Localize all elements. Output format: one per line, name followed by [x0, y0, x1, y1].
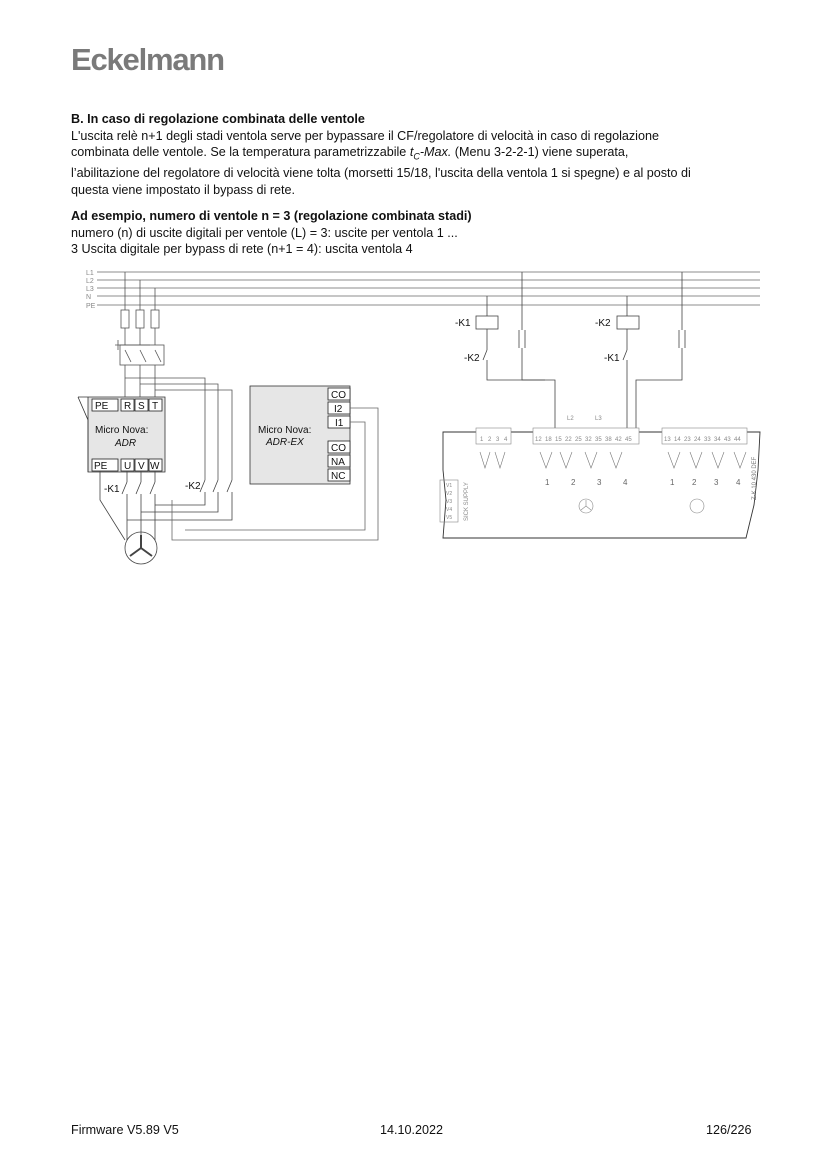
relay-label-2: 2 [571, 478, 576, 487]
eckelmann-logo: Eckelmann [71, 42, 224, 77]
left-terminal-2: 2 [488, 437, 492, 443]
left-terminal-4: 4 [504, 437, 508, 443]
right-label-1: 1 [670, 478, 675, 487]
example-line-2: 3 Uscita digitale per bypass di rete (n+1 = 4): uscita ventola 4 [71, 242, 413, 256]
left-terminal-3: 3 [496, 437, 500, 443]
footer-firmware: Firmware V5.89 V5 [71, 1123, 179, 1137]
relay-label-4: 4 [623, 478, 628, 487]
bus-label-l3: L3 [86, 286, 94, 293]
relay-label-1: 1 [545, 478, 550, 487]
diagram-doc-id: Z-K 10 430 DEF [752, 456, 758, 500]
adr-terminal-w: W [150, 461, 160, 472]
left-terminal-1: 1 [480, 437, 484, 443]
relay-terminal-42: 42 [615, 437, 622, 443]
section-b-line-3: l’abilitazione del regolatore di velocità viene tolta (morsetti 15/18, l'uscita della ventola 1 si spegne) e al posto di [71, 166, 691, 181]
right-terminal-33: 33 [704, 437, 711, 443]
relay-terminal-32: 32 [585, 437, 592, 443]
adr-ex-name: Micro Nova: [258, 425, 312, 436]
bus-label-l1: L1 [86, 270, 94, 277]
example-title: Ad esempio, numero di ventole n = 3 (regolazione combinata stadi) [71, 209, 472, 223]
k2-coil-label: -K2 [595, 318, 611, 329]
supply-pin-v2: V2 [446, 491, 453, 497]
adr-terminal-t: T [152, 401, 159, 412]
relay-terminal-45: 45 [625, 437, 632, 443]
group-label-l2: L2 [567, 416, 574, 422]
k2-contact-label: -K2 [464, 353, 480, 364]
supply-label: SICK SUPPLY [464, 482, 470, 521]
group-label-l3: L3 [595, 416, 602, 422]
section-b-line-4: questa viene impostato il bypass di rete. [71, 182, 296, 197]
bus-label-n: N [86, 294, 92, 301]
adr-terminal-u: U [124, 461, 132, 472]
section-b-line-1: L'uscita relè n+1 degli stadi ventola serve per bypassare il CF/regolatore di velocità in caso di regolazione [71, 128, 659, 143]
adr-model: ADR [115, 438, 137, 449]
right-label-3: 3 [714, 478, 719, 487]
k1-coil-label: -K1 [455, 318, 471, 329]
relay-terminal-38: 38 [605, 437, 612, 443]
adr-terminal-v: V [138, 461, 145, 472]
relay-label-3: 3 [597, 478, 602, 487]
adr-ex-terminal-i2: I2 [334, 404, 343, 415]
adr-name: Micro Nova: [95, 425, 149, 436]
adr-terminal-pe-out: PE [94, 461, 108, 472]
supply-pin-v4: V4 [446, 507, 453, 513]
adr-terminal-r: R [124, 401, 132, 412]
right-label-2: 2 [692, 478, 697, 487]
adr-ex-terminal-co-2: CO [331, 443, 346, 454]
right-label-4: 4 [736, 478, 741, 487]
relay-terminal-18: 18 [545, 437, 552, 443]
k2-power-label: -K2 [185, 481, 201, 492]
relay-terminal-15: 15 [555, 437, 562, 443]
supply-pin-v3: V3 [446, 499, 453, 505]
adr-ex-terminal-nc: NC [331, 471, 346, 482]
relay-terminal-22: 22 [565, 437, 572, 443]
round-indicator-icon [690, 499, 704, 513]
adr-terminal-pe: PE [95, 401, 109, 412]
k1-power-label: -K1 [104, 484, 120, 495]
temperature-variable: t [409, 145, 414, 159]
bus-label-pe: PE [86, 303, 96, 310]
adr-ex-terminal-i1: I1 [335, 418, 344, 429]
relay-terminal-35: 35 [595, 437, 602, 443]
relay-terminal-12: 12 [535, 437, 542, 443]
supply-pin-v1: V1 [446, 483, 453, 489]
right-terminal-34: 34 [714, 437, 721, 443]
supply-pin-v5: V5 [446, 515, 453, 521]
right-terminal-13: 13 [664, 437, 671, 443]
k1-contact-label: -K1 [604, 353, 620, 364]
footer-date: 14.10.2022 [380, 1123, 444, 1137]
bus-label-l2: L2 [86, 278, 94, 285]
right-terminal-14: 14 [674, 437, 681, 443]
right-terminal-24: 24 [694, 437, 701, 443]
footer-page-number: 126/226 [706, 1123, 752, 1137]
adr-ex-terminal-na: NA [331, 457, 345, 468]
example-line-1: numero (n) di uscite digitali per ventole (L) = 3: uscite per ventola 1 ... [71, 225, 458, 240]
adr-terminal-s: S [138, 401, 145, 412]
controller-outline [443, 432, 760, 538]
adr-ex-model: ADR-EX [266, 437, 304, 448]
section-b-line-2: combinata delle ventole. Se la temperatura parametrizzabile $t_C$-Max. (Menu 3-2-2-1) viene superata, [71, 145, 629, 162]
section-b-title: B. In caso di regolazione combinata delle ventole [71, 112, 365, 126]
adr-ex-terminal-co: CO [331, 390, 346, 401]
right-terminal-23: 23 [684, 437, 691, 443]
right-terminal-43: 43 [724, 437, 731, 443]
right-terminal-44: 44 [734, 437, 741, 443]
relay-terminal-25: 25 [575, 437, 582, 443]
